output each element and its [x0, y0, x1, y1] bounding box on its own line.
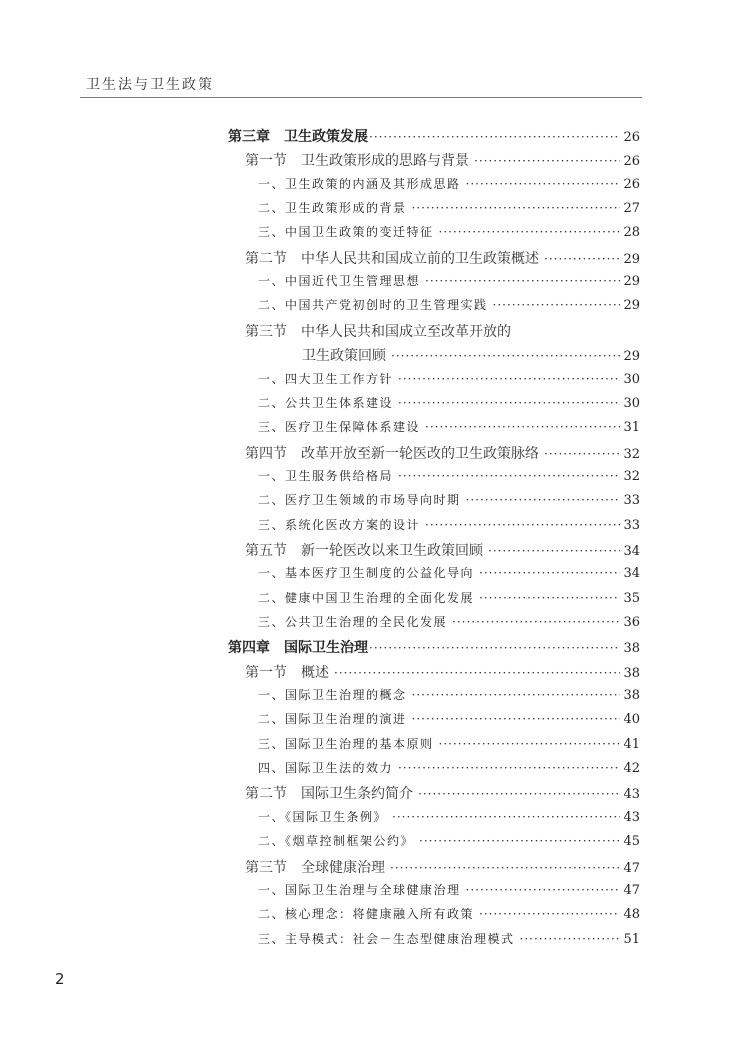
toc-entry-title: 二、国际卫生治理的演进: [258, 712, 407, 727]
toc-entry: [258, 930, 640, 952]
toc-entry-page: 34: [623, 566, 640, 582]
toc-leader-dots: [439, 737, 621, 751]
toc-entry: [258, 686, 640, 708]
toc-entry: [258, 516, 640, 538]
toc-entry: [228, 637, 640, 659]
toc-entry-title: 第五节 新一轮医改以来卫生政策回顾: [245, 542, 483, 559]
toc-entry: [258, 370, 640, 392]
toc-leader-dots: [392, 810, 620, 824]
toc-entry: [258, 735, 640, 757]
toc-entry: [258, 272, 640, 294]
toc-entry-page: 51: [623, 931, 640, 947]
toc-entry: [258, 613, 640, 635]
toc-leader-dots: [493, 298, 621, 312]
toc-entry-page: 38: [623, 688, 640, 704]
toc-leader-dots: [520, 932, 621, 946]
toc-entry: [245, 248, 640, 270]
toc-entry-page: 47: [623, 882, 640, 898]
toc-leader-dots: [488, 544, 620, 558]
toc-leader-dots: [412, 688, 621, 702]
toc-entry-title: 二、中国共产党初创时的卫生管理实践: [258, 298, 488, 313]
toc-entry: [258, 832, 640, 854]
toc-entry-page: 33: [623, 517, 640, 533]
toc-entry-title: 一、中国近代卫生管理思想: [258, 274, 421, 289]
toc-leader-dots: [398, 372, 620, 386]
toc-entry-title: 第四节 改革开放至新一轮医改的卫生政策脉络: [245, 445, 539, 462]
running-header: 卫生法与卫生政策: [86, 77, 214, 93]
toc-leader-dots: [418, 787, 620, 801]
toc-entry-title: 第二节 中华人民共和国成立前的卫生政策概述: [245, 250, 539, 267]
toc-entry-title: 一、国际卫生治理的概念: [258, 688, 407, 703]
toc-leader-dots: [425, 274, 620, 288]
toc-leader-dots: [479, 907, 620, 921]
toc-entry-title: 第四章 国际卫生治理: [228, 640, 368, 657]
toc-leader-dots: [398, 469, 620, 483]
toc-leader-dots: [466, 493, 621, 507]
toc-entry-title: 第二节 国际卫生条约简介: [245, 786, 413, 803]
toc-entry-title: 三、国际卫生治理的基本原则: [258, 736, 434, 751]
toc-leader-dots: [425, 420, 620, 434]
toc-entry-page: 27: [623, 201, 640, 217]
toc-entry-title: 四、国际卫生法的效力: [258, 761, 394, 776]
toc-entry-page: 26: [623, 130, 640, 145]
toc-entry-page: 48: [623, 907, 640, 923]
toc-entry-title: 一、《国际卫生条例》: [258, 809, 388, 824]
toc-entry: [302, 345, 640, 367]
toc-entry-page: 32: [623, 446, 640, 462]
toc-entry-page: 45: [623, 834, 640, 850]
toc-entry: [245, 321, 511, 343]
toc-entry-page: 38: [623, 641, 640, 657]
toc-entry-page: 32: [623, 468, 640, 484]
toc-entry-page: 26: [623, 176, 640, 192]
toc-entry-page: 29: [623, 298, 640, 314]
toc-entry-title: 第三节 中华人民共和国成立至改革开放的: [245, 323, 511, 340]
toc-entry: [245, 150, 640, 172]
toc-entry-title: 卫生政策回顾: [302, 348, 386, 365]
toc-leader-dots: [474, 154, 620, 168]
toc-entry: [245, 443, 640, 465]
toc-entry-title: 三、主导模式：社会－生态型健康治理模式: [258, 931, 515, 946]
toc-entry-title: 三、中国卫生政策的变迁特征: [258, 225, 434, 240]
toc-entry-page: 38: [623, 665, 640, 681]
toc-entry-title: 二、健康中国卫生治理的全面化发展: [258, 590, 475, 605]
toc-entry: [245, 662, 640, 684]
toc-entry-page: 42: [623, 761, 640, 777]
toc-entry: [258, 491, 640, 513]
toc-entry-title: 第三章 卫生政策发展: [228, 129, 368, 145]
toc-entry-page: 29: [623, 251, 640, 267]
toc-leader-dots: [390, 861, 620, 875]
toc-entry: [258, 564, 640, 586]
toc-entry-title: 二、公共卫生体系建设: [258, 395, 394, 410]
toc-entry-title: 二、核心理念：将健康融入所有政策: [258, 907, 475, 922]
toc-entry-title: 第一节 概述: [245, 664, 329, 681]
toc-entry-title: 一、基本医疗卫生制度的公益化导向: [258, 566, 475, 581]
toc-entry-title: 二、《烟草控制框架公约》: [258, 834, 415, 849]
toc-entry: [228, 126, 640, 148]
toc-entry-title: 一、国际卫生治理与全球健康治理: [258, 882, 461, 897]
toc-leader-dots: [369, 130, 620, 144]
toc-leader-dots: [466, 883, 621, 897]
toc-entry: [258, 175, 640, 197]
toc-entry-page: 35: [623, 590, 640, 606]
toc-entry-title: 第三节 全球健康治理: [245, 859, 385, 876]
toc-leader-dots: [452, 615, 620, 629]
toc-entry-title: 一、卫生政策的内涵及其形成思路: [258, 176, 461, 191]
toc-leader-dots: [369, 641, 620, 655]
toc-entry: [258, 808, 640, 830]
toc-entry: [258, 223, 640, 245]
toc-entry-title: 一、四大卫生工作方针: [258, 371, 394, 386]
toc-entry: [245, 540, 640, 562]
toc-entry: [258, 296, 640, 318]
page-number: 2: [55, 970, 65, 988]
toc-entry-page: 31: [623, 420, 640, 436]
toc-leader-dots: [479, 566, 620, 580]
toc-leader-dots: [412, 201, 621, 215]
toc-entry-page: 34: [623, 543, 640, 559]
toc-leader-dots: [391, 349, 620, 363]
toc-entry: [245, 857, 640, 879]
toc-leader-dots: [398, 396, 620, 410]
toc-leader-dots: [412, 712, 621, 726]
toc-entry: [258, 881, 640, 903]
toc-entry-title: 三、医疗卫生保障体系建设: [258, 420, 421, 435]
toc-entry-page: 30: [623, 395, 640, 411]
toc-entry: [258, 759, 640, 781]
toc-entry-page: 29: [623, 274, 640, 290]
toc-entry: [258, 710, 640, 732]
toc-entry: [258, 467, 640, 489]
toc-entry-page: 28: [623, 225, 640, 241]
toc-entry: [258, 418, 640, 440]
toc-entry-title: 第一节 卫生政策形成的思路与背景: [245, 153, 469, 170]
toc-entry-page: 43: [623, 787, 640, 803]
toc-leader-dots: [425, 518, 620, 532]
toc-entry-title: 三、系统化医改方案的设计: [258, 517, 421, 532]
toc-entry-page: 26: [623, 154, 640, 170]
toc-entry-page: 47: [623, 860, 640, 876]
toc-leader-dots: [334, 666, 620, 680]
toc-entry-page: 30: [623, 371, 640, 387]
toc-entry-page: 41: [623, 736, 640, 752]
toc-entry-page: 43: [623, 809, 640, 825]
toc-entry: [258, 394, 640, 416]
toc-entry-page: 33: [623, 493, 640, 509]
toc-entry-title: 一、卫生服务供给格局: [258, 468, 394, 483]
toc-leader-dots: [419, 834, 620, 848]
toc-leader-dots: [466, 177, 621, 191]
toc-entry-page: 29: [623, 349, 640, 365]
toc-entry: [258, 589, 640, 611]
toc-leader-dots: [544, 252, 620, 266]
toc-leader-dots: [398, 761, 620, 775]
toc-entry: [258, 905, 640, 927]
toc-entry-page: 36: [623, 615, 640, 630]
header-rule: [80, 97, 642, 98]
toc-leader-dots: [544, 447, 620, 461]
toc-leader-dots: [479, 591, 620, 605]
toc-entry-title: 三、公共卫生治理的全民化发展: [258, 615, 448, 629]
toc-leader-dots: [439, 225, 621, 239]
toc-entry-page: 40: [623, 712, 640, 728]
toc-entry: [258, 199, 640, 221]
toc-entry-title: 二、医疗卫生领域的市场导向时期: [258, 493, 461, 508]
toc-entry-title: 二、卫生政策形成的背景: [258, 201, 407, 216]
toc-entry: [245, 783, 640, 805]
